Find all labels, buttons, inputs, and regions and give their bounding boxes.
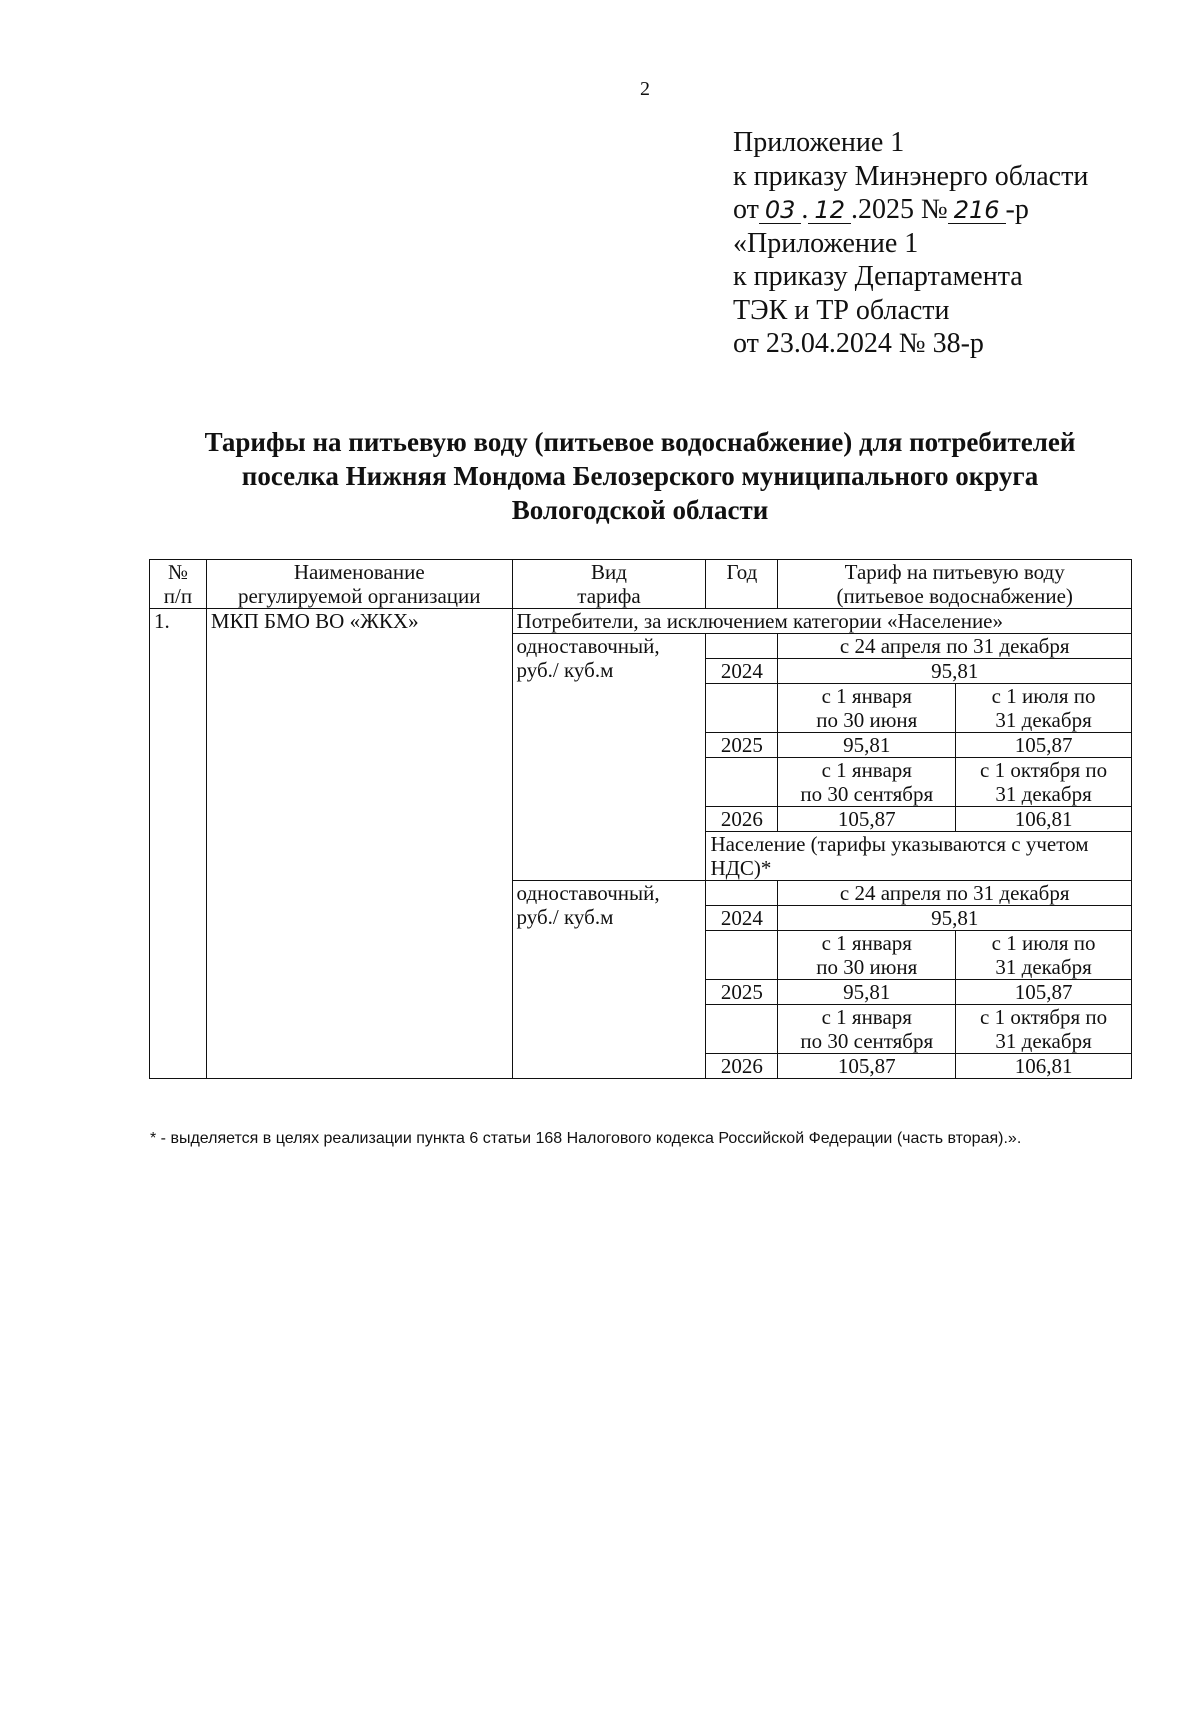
- order-suffix: -р: [1005, 194, 1029, 225]
- year-cell: 2025: [706, 980, 778, 1005]
- tariff-value: 105,87: [778, 807, 956, 832]
- period-cell: с 1 июля по 31 декабря: [956, 931, 1132, 980]
- category-heading: Потребители, за исключением категории «Население»: [512, 609, 1131, 634]
- period-cell: с 1 января по 30 июня: [778, 684, 956, 733]
- appendix-line: от 23.04.2024 № 38-р: [733, 328, 984, 359]
- appendix-line: Приложение 1: [733, 127, 905, 158]
- tariff-value: 95,81: [778, 906, 1132, 931]
- table-row: [150, 609, 1132, 634]
- period-cell: с 1 января по 30 сентября: [778, 1005, 956, 1054]
- header-tariff-type: Вид тарифа: [512, 560, 706, 609]
- handwritten-day: 03: [759, 197, 802, 224]
- appendix-date-line: [733, 193, 1088, 227]
- period-cell: с 1 октября по 31 декабря: [956, 758, 1132, 807]
- title-line: поселка Нижняя Мондома Белозерского муниципального округа: [241, 461, 1039, 491]
- year-cell: 2026: [706, 807, 778, 832]
- header-organization: Наименование регулируемой организации: [206, 560, 512, 609]
- year-cell-empty: [706, 684, 778, 733]
- tariff-value: 95,81: [778, 733, 956, 758]
- period-cell: с 1 октября по 31 декабря: [956, 1005, 1132, 1054]
- tariff-value: 105,87: [956, 733, 1132, 758]
- date-separator: .: [801, 194, 809, 225]
- tariff-type: одноставочный, руб./ куб.м: [512, 881, 706, 1079]
- header-year: Год: [706, 560, 778, 609]
- year-cell-empty: [706, 881, 778, 906]
- year-cell-empty: [706, 1005, 778, 1054]
- row-number: 1.: [150, 609, 207, 1079]
- appendix-line: «Приложение 1: [733, 227, 919, 259]
- period-cell: с 24 апреля по 31 декабря: [778, 881, 1132, 906]
- tariff-value: 106,81: [956, 1054, 1132, 1079]
- appendix-header: [733, 126, 1088, 361]
- tariff-value: 95,81: [778, 980, 956, 1005]
- year-cell: 2024: [706, 906, 778, 931]
- table-header-row: [150, 560, 1132, 609]
- appendix-line: ТЭК и ТР области: [733, 294, 950, 326]
- category-heading: Население (тарифы указываются с учетом НДС)*: [706, 832, 1132, 881]
- appendix-line: к приказу Департамента: [733, 261, 1023, 292]
- year-cell-empty: [706, 634, 778, 659]
- tariff-value: 105,87: [956, 980, 1132, 1005]
- period-cell: с 1 января по 30 сентября: [778, 758, 956, 807]
- year-cell-empty: [706, 758, 778, 807]
- tariff-value: 105,87: [778, 1054, 956, 1079]
- tariff-table: [149, 559, 1132, 1079]
- header-tariff: Тариф на питьевую воду (питьевое водоснабжение): [778, 560, 1132, 609]
- year-cell-empty: [706, 931, 778, 980]
- period-cell: с 1 июля по 31 декабря: [956, 684, 1132, 733]
- handwritten-order-number: 216: [948, 197, 1006, 224]
- year-cell: 2025: [706, 733, 778, 758]
- organization-name: МКП БМО ВО «ЖКХ»: [206, 609, 512, 1079]
- tariff-type: одноставочный, руб./ куб.м: [512, 634, 706, 881]
- title-line: Вологодской области: [511, 495, 769, 525]
- footnote: * - выделяется в целях реализации пункта 6 статьи 168 Налогового кодекса Российской Федерации (часть вторая).».: [150, 1130, 1022, 1147]
- period-cell: с 1 января по 30 июня: [778, 931, 956, 980]
- handwritten-month: 12: [808, 197, 851, 224]
- period-cell: с 24 апреля по 31 декабря: [778, 634, 1132, 659]
- tariff-value: 106,81: [956, 807, 1132, 832]
- year-cell: 2026: [706, 1054, 778, 1079]
- date-year-number: .2025 №: [850, 194, 948, 225]
- title-line: Тарифы на питьевую воду (питьевое водоснабжение) для потребителей: [204, 427, 1076, 457]
- page-number: 2: [640, 78, 650, 100]
- year-cell: 2024: [706, 659, 778, 684]
- tariff-value: 95,81: [778, 659, 1132, 684]
- appendix-line: к приказу Минэнерго области: [733, 160, 1089, 192]
- header-number: № п/п: [150, 560, 207, 609]
- document-title: [150, 425, 1130, 527]
- date-prefix: от: [733, 194, 759, 225]
